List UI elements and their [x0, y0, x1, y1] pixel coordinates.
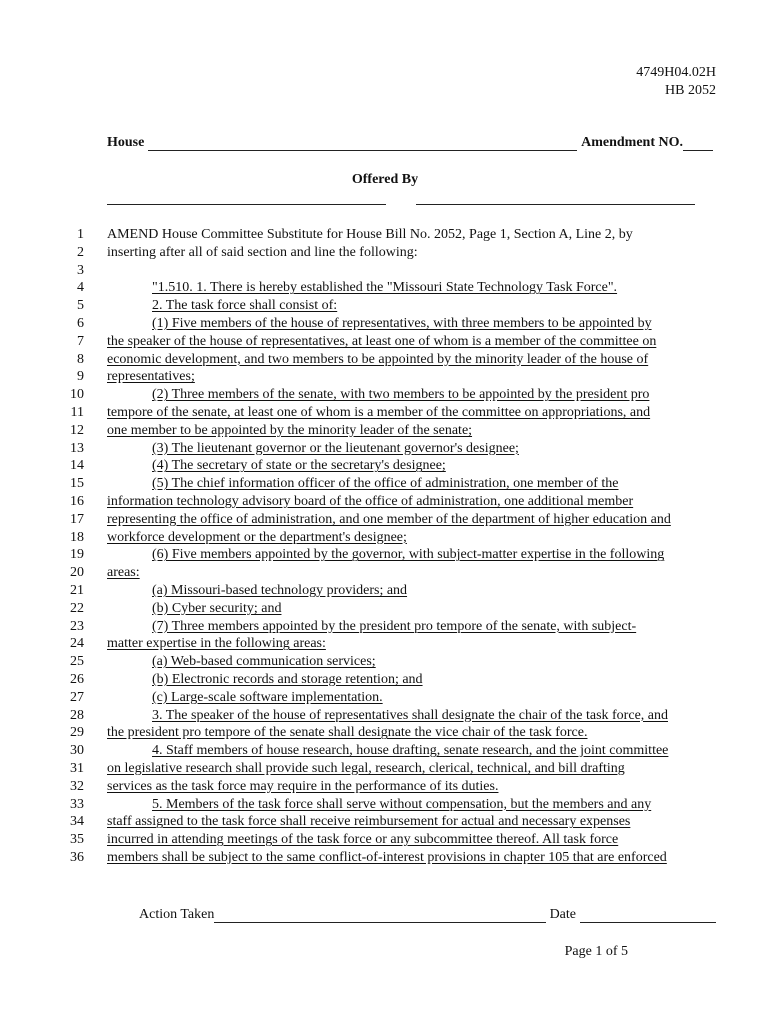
line-text: (a) Web-based communication services; — [152, 654, 376, 670]
line-number: 33 — [70, 796, 84, 812]
house-label: House — [107, 135, 145, 150]
line-text: the president pro tempore of the senate shall designate the vice chair of the task force. — [107, 725, 588, 741]
line-text: representatives; — [107, 369, 195, 385]
line-text: (5) The chief information officer of the office of administration, one member of the — [152, 476, 619, 492]
text-line — [0, 422, 770, 440]
line-number: 11 — [70, 404, 84, 420]
text-line — [0, 671, 770, 689]
date-blank — [580, 910, 716, 923]
text-line — [0, 796, 770, 814]
line-text: workforce development or the department's designee; — [107, 529, 407, 545]
text-line — [0, 404, 770, 422]
line-text: services as the task force may require in the performance of its duties. — [107, 778, 499, 794]
page-number: Page 1 of 5 — [564, 944, 628, 959]
text-line — [0, 368, 770, 386]
line-text: (3) The lieutenant governor or the lieutenant governor's designee; — [152, 440, 519, 456]
offered-by: Offered By — [351, 172, 419, 187]
text-line — [0, 493, 770, 511]
text-line — [0, 831, 770, 849]
line-number: 13 — [70, 440, 84, 456]
line-text: (c) Large-scale software implementation. — [152, 689, 383, 705]
line-number: 25 — [70, 654, 84, 670]
text-line — [0, 315, 770, 333]
line-text: (1) Five members of the house of representatives, with three members to be appointed by — [152, 315, 652, 331]
text-line — [0, 813, 770, 831]
amendment-number-blank — [683, 138, 713, 151]
line-text: matter expertise in the following areas: — [107, 636, 326, 652]
text-line — [0, 635, 770, 653]
line-number: 15 — [70, 476, 84, 492]
text-line — [0, 226, 770, 244]
line-number: 9 — [77, 369, 84, 385]
line-number: 17 — [70, 511, 84, 527]
line-number: 35 — [70, 832, 84, 848]
line-text: inserting after all of said section and line the following: — [107, 244, 418, 260]
line-number: 5 — [77, 298, 84, 314]
line-number: 18 — [70, 529, 84, 545]
line-text: 4. Staff members of house research, house drafting, senate research, and the joint committee — [152, 743, 669, 759]
line-number: 30 — [70, 743, 84, 759]
text-line — [0, 297, 770, 315]
line-number: 1 — [77, 227, 84, 242]
line-number: 8 — [77, 351, 84, 367]
text-line — [0, 724, 770, 742]
text-line — [0, 475, 770, 493]
text-line — [0, 582, 770, 600]
line-text: (4) The secretary of state or the secretary's designee; — [152, 458, 446, 474]
action-taken-blank — [214, 910, 545, 923]
line-text: 3. The speaker of the house of representatives shall designate the chair of the task force, and — [152, 707, 668, 723]
text-line — [0, 333, 770, 351]
text-line — [0, 778, 770, 796]
line-number: 26 — [70, 671, 84, 687]
text-line — [0, 707, 770, 725]
line-number: 3 — [77, 262, 84, 278]
date-label: Date — [549, 907, 576, 922]
line-number: 34 — [70, 814, 84, 830]
line-number: 10 — [70, 387, 84, 403]
line-text: (a) Missouri-based technology providers; and — [152, 582, 408, 598]
text-line — [0, 262, 770, 280]
text-line — [0, 600, 770, 618]
line-number: 36 — [70, 849, 84, 865]
line-number: 24 — [70, 636, 84, 652]
line-text: one member to be appointed by the minority leader of the senate; — [107, 422, 473, 438]
line-number: 6 — [77, 315, 84, 331]
text-line — [0, 386, 770, 404]
line-number: 20 — [70, 565, 84, 581]
text-line — [0, 457, 770, 475]
line-number: 21 — [70, 582, 84, 598]
line-text: areas: — [107, 565, 140, 581]
line-text: "1.510. 1. There is hereby established the "Missouri State Technology Task Force". — [152, 280, 618, 296]
line-text: (b) Electronic records and storage retention; and — [152, 671, 423, 687]
text-line — [0, 529, 770, 547]
line-text: AMEND House Committee Substitute for House Bill No. 2052, Page 1, Section A, Line 2, by — [107, 227, 633, 242]
line-text: (b) Cyber security; and — [152, 600, 282, 616]
line-text: tempore of the senate, at least one of whom is a member of the committee on appropriations, and — [107, 404, 651, 420]
line-text: members shall be subject to the same conflict-of-interest provisions in chapter 105 that are enforced — [107, 849, 667, 865]
line-number: 12 — [70, 422, 84, 438]
line-text: (7) Three members appointed by the president pro tempore of the senate, with subject- — [152, 618, 637, 634]
line-text: (6) Five members appointed by the governor, with subject-matter expertise in the following — [152, 547, 665, 563]
text-line — [0, 760, 770, 778]
line-text: incurred in attending meetings of the task force or any subcommittee thereof. All task force — [107, 832, 619, 848]
line-number: 16 — [70, 493, 84, 509]
offered-by-line-right — [416, 204, 695, 205]
text-line — [0, 440, 770, 458]
text-line — [0, 653, 770, 671]
text-line — [0, 511, 770, 529]
text-line — [0, 546, 770, 564]
line-number: 4 — [77, 280, 84, 296]
line-text: staff assigned to the task force shall receive reimbursement for actual and necessary expenses — [107, 814, 631, 830]
text-line — [0, 351, 770, 369]
line-text: representing the office of administration, and one member of the department of higher education and — [107, 511, 671, 527]
line-text: on legislative research shall provide such legal, research, clerical, technical, and bill drafting — [107, 760, 625, 776]
line-text: information technology advisory board of the office of administration, one additional member — [107, 493, 634, 509]
line-number: 22 — [70, 600, 84, 616]
line-number: 2 — [77, 244, 84, 260]
amendment-label: Amendment NO. — [581, 135, 683, 150]
line-number: 32 — [70, 778, 84, 794]
line-number: 7 — [77, 333, 84, 349]
action-row — [139, 907, 716, 923]
house-blank — [148, 138, 577, 151]
text-line — [0, 849, 770, 867]
text-line — [0, 244, 770, 262]
text-line — [0, 564, 770, 582]
text-line — [0, 618, 770, 636]
bill-number: HB 2052 — [665, 83, 716, 98]
text-line — [0, 742, 770, 760]
offered-by-line-left — [107, 204, 386, 205]
line-number: 14 — [70, 458, 84, 474]
line-number: 23 — [70, 618, 84, 634]
line-number: 27 — [70, 689, 84, 705]
document-code: 4749H04.02H — [636, 65, 716, 80]
line-number: 19 — [70, 547, 84, 563]
action-taken-label: Action Taken — [139, 907, 215, 922]
line-number: 31 — [70, 760, 84, 776]
text-line — [0, 279, 770, 297]
text-line — [0, 689, 770, 707]
line-number: 29 — [70, 725, 84, 741]
line-text: (2) Three members of the senate, with two members to be appointed by the president pro — [152, 387, 650, 403]
line-text: the speaker of the house of representatives, at least one of whom is a member of the committee on — [107, 333, 657, 349]
line-text: 2. The task force shall consist of: — [152, 298, 338, 314]
line-text: economic development, and two members to be appointed by the minority leader of the house of — [107, 351, 649, 367]
line-number: 28 — [70, 707, 84, 723]
amendment-text — [0, 226, 770, 867]
line-text: 5. Members of the task force shall serve without compensation, but the members and any — [152, 796, 652, 812]
amendment-row — [107, 135, 713, 151]
